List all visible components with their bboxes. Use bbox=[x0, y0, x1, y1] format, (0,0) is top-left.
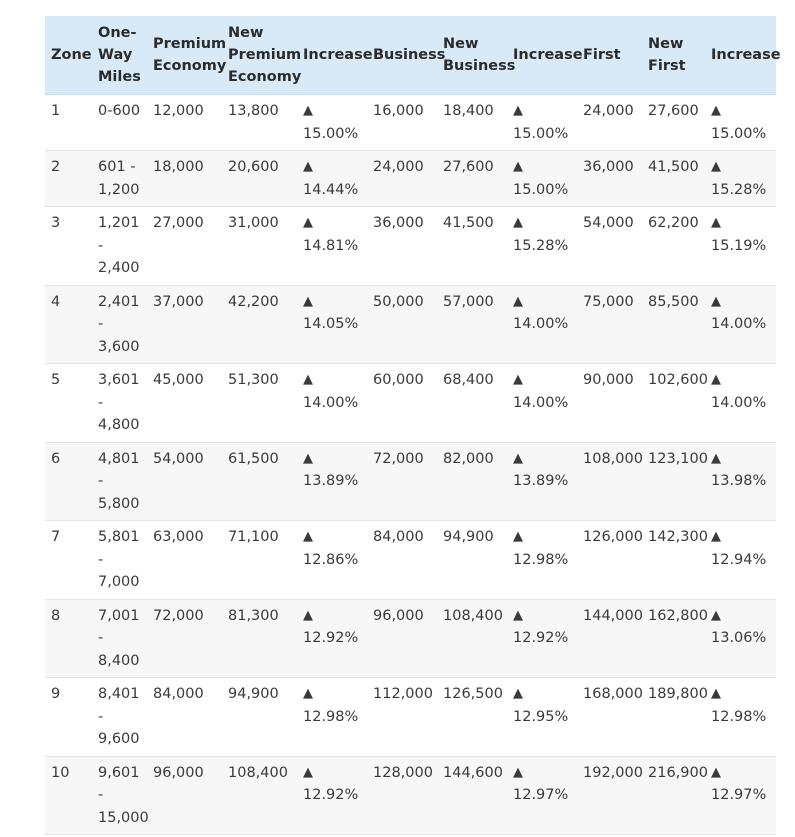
increase-value: 12.98% bbox=[513, 551, 569, 568]
increase-value: 12.92% bbox=[303, 630, 359, 646]
cell-increase-business bbox=[507, 521, 577, 600]
increase-value: 12.97% bbox=[513, 787, 569, 803]
increase-value: 15.00% bbox=[303, 125, 359, 142]
increase-arrow-icon: ▲ bbox=[711, 607, 721, 623]
increase-arrow-icon: ▲ bbox=[513, 372, 523, 387]
header-one-way-miles: One-Way Miles bbox=[92, 16, 147, 95]
increase-arrow-icon: ▲ bbox=[711, 450, 721, 466]
cell-one-way-miles: 1,201 - 2,400 bbox=[92, 207, 147, 286]
cell-first: 90,000 bbox=[577, 364, 642, 443]
cell-one-way-miles: 5,801 - 7,000 bbox=[92, 521, 147, 600]
award-chart-table-wrapper bbox=[45, 16, 781, 835]
cell-new-premium-economy: 42,200 bbox=[222, 285, 297, 364]
cell-new-premium-economy: 31,000 bbox=[222, 207, 297, 286]
cell-premium-economy: 27,000 bbox=[147, 207, 222, 286]
increase-arrow-icon: ▲ bbox=[711, 215, 721, 230]
increase-arrow-icon: ▲ bbox=[513, 103, 523, 118]
cell-premium-economy: 12,000 bbox=[147, 95, 222, 151]
cell-increase-premium bbox=[297, 678, 367, 757]
cell-increase-business bbox=[507, 442, 577, 521]
cell-increase-first bbox=[705, 151, 776, 207]
cell-new-business: 108,400 bbox=[437, 599, 507, 678]
increase-value: 15.19% bbox=[711, 237, 767, 254]
cell-new-premium-economy: 108,400 bbox=[222, 756, 297, 835]
cell-premium-economy: 84,000 bbox=[147, 678, 222, 757]
cell-increase-business bbox=[507, 678, 577, 757]
header-increase-first: Increase bbox=[705, 16, 776, 95]
header-increase-business: Increase bbox=[507, 16, 577, 95]
cell-new-business: 68,400 bbox=[437, 364, 507, 443]
table-row bbox=[45, 364, 776, 443]
cell-business: 112,000 bbox=[367, 678, 437, 757]
increase-arrow-icon: ▲ bbox=[711, 372, 721, 387]
table-row bbox=[45, 599, 776, 678]
cell-first: 54,000 bbox=[577, 207, 642, 286]
increase-arrow-icon: ▲ bbox=[513, 159, 523, 174]
cell-new-business: 57,000 bbox=[437, 285, 507, 364]
cell-increase-business bbox=[507, 285, 577, 364]
cell-premium-economy: 18,000 bbox=[147, 151, 222, 207]
cell-business: 24,000 bbox=[367, 151, 437, 207]
cell-business: 84,000 bbox=[367, 521, 437, 600]
increase-arrow-icon: ▲ bbox=[303, 215, 313, 230]
increase-arrow-icon: ▲ bbox=[303, 529, 313, 544]
cell-one-way-miles: 2,401 - 3,600 bbox=[92, 285, 147, 364]
cell-business: 50,000 bbox=[367, 285, 437, 364]
cell-new-business: 27,600 bbox=[437, 151, 507, 207]
table-row bbox=[45, 151, 776, 207]
cell-one-way-miles: 7,001 - 8,400 bbox=[92, 599, 147, 678]
cell-premium-economy: 63,000 bbox=[147, 521, 222, 600]
increase-value: 14.05% bbox=[303, 316, 359, 332]
cell-new-business: 41,500 bbox=[437, 207, 507, 286]
cell-new-premium-economy: 20,600 bbox=[222, 151, 297, 207]
increase-value: 15.00% bbox=[513, 181, 569, 198]
header-increase-premium: Increase bbox=[297, 16, 367, 95]
header-first: First bbox=[577, 16, 642, 95]
cell-one-way-miles: 3,601 - 4,800 bbox=[92, 364, 147, 443]
cell-zone: 7 bbox=[45, 521, 92, 600]
cell-one-way-miles: 9,601 - 15,000 bbox=[92, 756, 147, 835]
increase-arrow-icon: ▲ bbox=[513, 529, 523, 544]
increase-arrow-icon: ▲ bbox=[513, 764, 523, 780]
increase-value: 13.89% bbox=[513, 473, 569, 489]
increase-value: 14.00% bbox=[513, 394, 569, 411]
cell-increase-premium bbox=[297, 756, 367, 835]
increase-arrow-icon: ▲ bbox=[711, 293, 721, 309]
cell-first: 36,000 bbox=[577, 151, 642, 207]
cell-premium-economy: 37,000 bbox=[147, 285, 222, 364]
cell-one-way-miles: 8,401 - 9,600 bbox=[92, 678, 147, 757]
cell-new-premium-economy: 13,800 bbox=[222, 95, 297, 151]
cell-increase-premium bbox=[297, 207, 367, 286]
cell-increase-premium bbox=[297, 442, 367, 521]
cell-increase-first bbox=[705, 521, 776, 600]
cell-increase-first bbox=[705, 678, 776, 757]
increase-arrow-icon: ▲ bbox=[711, 159, 721, 174]
increase-value: 14.44% bbox=[303, 181, 359, 198]
cell-premium-economy: 96,000 bbox=[147, 756, 222, 835]
cell-premium-economy: 54,000 bbox=[147, 442, 222, 521]
cell-new-business: 126,500 bbox=[437, 678, 507, 757]
cell-new-first: 216,900 bbox=[642, 756, 705, 835]
increase-value: 12.92% bbox=[513, 630, 569, 646]
cell-new-premium-economy: 71,100 bbox=[222, 521, 297, 600]
cell-increase-first bbox=[705, 95, 776, 151]
cell-business: 72,000 bbox=[367, 442, 437, 521]
cell-business: 96,000 bbox=[367, 599, 437, 678]
increase-value: 15.00% bbox=[513, 125, 569, 142]
cell-new-premium-economy: 94,900 bbox=[222, 678, 297, 757]
cell-new-first: 189,800 bbox=[642, 678, 705, 757]
cell-increase-premium bbox=[297, 151, 367, 207]
increase-arrow-icon: ▲ bbox=[303, 103, 313, 118]
increase-value: 12.95% bbox=[513, 708, 569, 725]
increase-arrow-icon: ▲ bbox=[303, 372, 313, 387]
increase-arrow-icon: ▲ bbox=[711, 529, 721, 544]
cell-new-first: 41,500 bbox=[642, 151, 705, 207]
increase-value: 12.86% bbox=[303, 551, 359, 568]
increase-arrow-icon: ▲ bbox=[513, 293, 523, 309]
cell-increase-premium bbox=[297, 364, 367, 443]
cell-new-premium-economy: 61,500 bbox=[222, 442, 297, 521]
increase-arrow-icon: ▲ bbox=[303, 159, 313, 174]
cell-new-first: 123,100 bbox=[642, 442, 705, 521]
increase-value: 13.98% bbox=[711, 473, 767, 489]
table-body bbox=[45, 95, 776, 835]
cell-new-premium-economy: 81,300 bbox=[222, 599, 297, 678]
increase-arrow-icon: ▲ bbox=[303, 607, 313, 623]
increase-arrow-icon: ▲ bbox=[711, 764, 721, 780]
increase-arrow-icon: ▲ bbox=[711, 686, 721, 701]
cell-first: 24,000 bbox=[577, 95, 642, 151]
cell-increase-first bbox=[705, 285, 776, 364]
header-new-premium-economy: New Premium Economy bbox=[222, 16, 297, 95]
increase-value: 12.94% bbox=[711, 551, 767, 568]
increase-arrow-icon: ▲ bbox=[303, 764, 313, 780]
increase-arrow-icon: ▲ bbox=[513, 607, 523, 623]
cell-new-business: 94,900 bbox=[437, 521, 507, 600]
cell-one-way-miles: 4,801 - 5,800 bbox=[92, 442, 147, 521]
cell-increase-premium bbox=[297, 521, 367, 600]
cell-new-premium-economy: 51,300 bbox=[222, 364, 297, 443]
increase-value: 12.98% bbox=[711, 708, 767, 725]
cell-new-first: 162,800 bbox=[642, 599, 705, 678]
increase-arrow-icon: ▲ bbox=[513, 450, 523, 466]
header-premium-economy: Premium Economy bbox=[147, 16, 222, 95]
cell-new-first: 142,300 bbox=[642, 521, 705, 600]
cell-first: 168,000 bbox=[577, 678, 642, 757]
cell-zone: 8 bbox=[45, 599, 92, 678]
increase-value: 14.00% bbox=[711, 316, 767, 332]
cell-increase-business bbox=[507, 95, 577, 151]
cell-increase-business bbox=[507, 151, 577, 207]
header-zone: Zone bbox=[45, 16, 92, 95]
cell-increase-business bbox=[507, 599, 577, 678]
cell-increase-first bbox=[705, 364, 776, 443]
cell-increase-first bbox=[705, 599, 776, 678]
table-row bbox=[45, 207, 776, 286]
cell-zone: 2 bbox=[45, 151, 92, 207]
cell-first: 192,000 bbox=[577, 756, 642, 835]
cell-new-business: 18,400 bbox=[437, 95, 507, 151]
cell-zone: 3 bbox=[45, 207, 92, 286]
increase-value: 15.28% bbox=[513, 237, 569, 254]
increase-arrow-icon: ▲ bbox=[513, 215, 523, 230]
cell-business: 60,000 bbox=[367, 364, 437, 443]
cell-one-way-miles: 0-600 bbox=[92, 95, 147, 151]
cell-increase-first bbox=[705, 442, 776, 521]
table-row bbox=[45, 95, 776, 151]
cell-zone: 9 bbox=[45, 678, 92, 757]
table-row bbox=[45, 678, 776, 757]
header-business: Business bbox=[367, 16, 437, 95]
table-row bbox=[45, 521, 776, 600]
cell-zone: 5 bbox=[45, 364, 92, 443]
increase-arrow-icon: ▲ bbox=[303, 450, 313, 466]
cell-new-business: 144,600 bbox=[437, 756, 507, 835]
cell-business: 16,000 bbox=[367, 95, 437, 151]
cell-increase-premium bbox=[297, 95, 367, 151]
cell-premium-economy: 72,000 bbox=[147, 599, 222, 678]
cell-new-first: 85,500 bbox=[642, 285, 705, 364]
cell-increase-first bbox=[705, 756, 776, 835]
table-row bbox=[45, 756, 776, 835]
cell-increase-business bbox=[507, 756, 577, 835]
table-row bbox=[45, 285, 776, 364]
cell-zone: 10 bbox=[45, 756, 92, 835]
award-chart-table bbox=[45, 16, 781, 835]
cell-new-first: 27,600 bbox=[642, 95, 705, 151]
increase-value: 14.81% bbox=[303, 237, 359, 254]
increase-value: 15.28% bbox=[711, 181, 767, 198]
cell-increase-business bbox=[507, 364, 577, 443]
increase-arrow-icon: ▲ bbox=[711, 103, 721, 118]
header-row bbox=[45, 16, 776, 95]
increase-value: 13.06% bbox=[711, 630, 767, 646]
increase-value: 12.97% bbox=[711, 787, 767, 803]
cell-zone: 4 bbox=[45, 285, 92, 364]
header-new-first: New First bbox=[642, 16, 705, 95]
increase-value: 12.98% bbox=[303, 708, 359, 725]
cell-business: 128,000 bbox=[367, 756, 437, 835]
cell-increase-premium bbox=[297, 599, 367, 678]
cell-first: 75,000 bbox=[577, 285, 642, 364]
table-row bbox=[45, 442, 776, 521]
cell-zone: 6 bbox=[45, 442, 92, 521]
cell-premium-economy: 45,000 bbox=[147, 364, 222, 443]
increase-arrow-icon: ▲ bbox=[303, 293, 313, 309]
increase-value: 15.00% bbox=[711, 125, 767, 142]
increase-value: 14.00% bbox=[711, 394, 767, 411]
cell-new-business: 82,000 bbox=[437, 442, 507, 521]
cell-first: 126,000 bbox=[577, 521, 642, 600]
increase-value: 14.00% bbox=[303, 394, 359, 411]
increase-value: 14.00% bbox=[513, 316, 569, 332]
cell-zone: 1 bbox=[45, 95, 92, 151]
cell-business: 36,000 bbox=[367, 207, 437, 286]
cell-increase-business bbox=[507, 207, 577, 286]
cell-new-first: 62,200 bbox=[642, 207, 705, 286]
increase-value: 12.92% bbox=[303, 787, 359, 803]
increase-arrow-icon: ▲ bbox=[303, 686, 313, 701]
cell-increase-premium bbox=[297, 285, 367, 364]
cell-first: 108,000 bbox=[577, 442, 642, 521]
increase-value: 13.89% bbox=[303, 473, 359, 489]
header-new-business: New Business bbox=[437, 16, 507, 95]
cell-increase-first bbox=[705, 207, 776, 286]
increase-arrow-icon: ▲ bbox=[513, 686, 523, 701]
cell-one-way-miles: 601 - 1,200 bbox=[92, 151, 147, 207]
cell-new-first: 102,600 bbox=[642, 364, 705, 443]
cell-first: 144,000 bbox=[577, 599, 642, 678]
